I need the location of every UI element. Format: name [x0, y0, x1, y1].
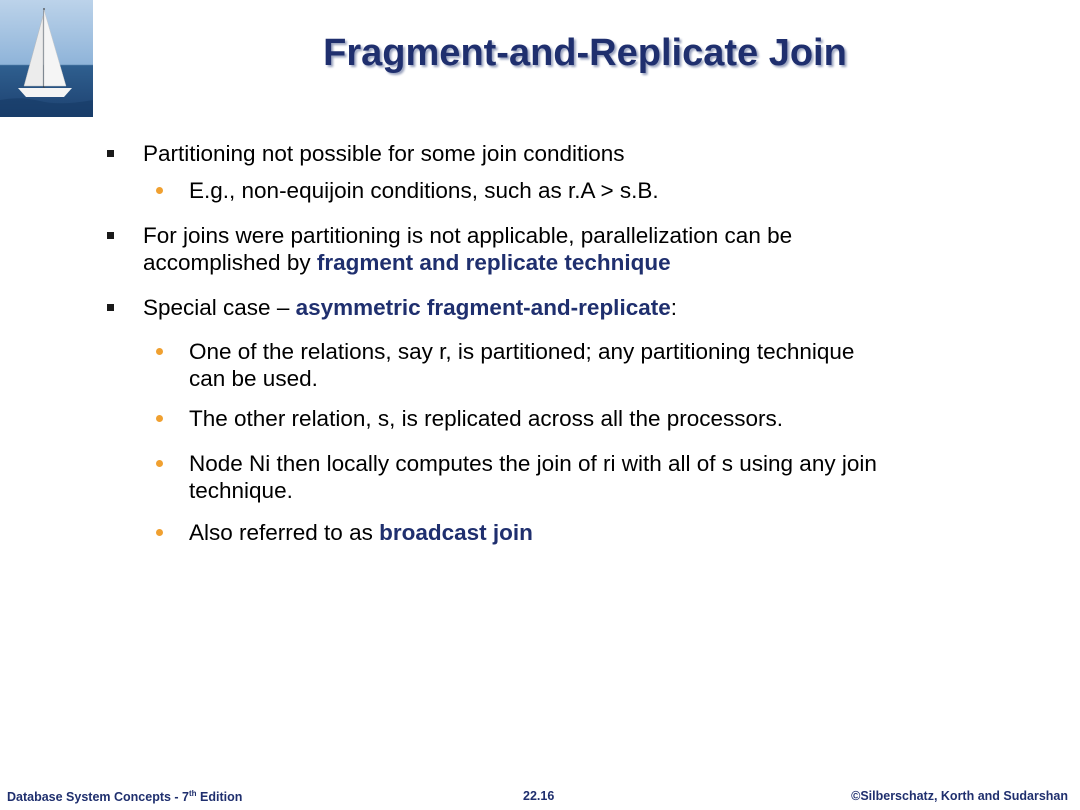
- bullet-special-case: Special case – asymmetric fragment-and-replicate:: [143, 294, 903, 321]
- square-bullet-icon: [107, 150, 114, 157]
- footer-book-title: Database System Concepts - 7th Edition: [7, 789, 243, 805]
- round-bullet-icon: [156, 348, 163, 355]
- square-bullet-icon: [107, 232, 114, 239]
- sub-bullet-replicated: The other relation, s, is replicated across all the processors.: [189, 405, 889, 432]
- sailboat-logo-icon: [0, 0, 93, 117]
- bullet-fragment-replicate: For joins were partitioning is not applicable, parallelization can be accomplished by fragment and replicate technique: [143, 222, 903, 276]
- bullet-partitioning: Partitioning not possible for some join conditions: [143, 140, 903, 167]
- round-bullet-icon: [156, 187, 163, 194]
- square-bullet-icon: [107, 304, 114, 311]
- round-bullet-icon: [156, 460, 163, 467]
- slide-title: Fragment-and-Replicate Join: [323, 32, 847, 74]
- round-bullet-icon: [156, 529, 163, 536]
- footer-page-number: 22.16: [523, 789, 555, 803]
- sub-bullet-broadcast: Also referred to as broadcast join: [189, 519, 889, 546]
- slide-footer: [0, 786, 1080, 810]
- sub-bullet-node-computes: Node Ni then locally computes the join of ri with all of s using any join technique.: [189, 450, 889, 504]
- sub-bullet-non-equijoin: E.g., non-equijoin conditions, such as r.A > s.B.: [189, 177, 889, 204]
- footer-copyright: ©Silberschatz, Korth and Sudarshan: [851, 789, 1068, 803]
- sub-bullet-partitioned: One of the relations, say r, is partitioned; any partitioning technique can be used.: [189, 338, 889, 392]
- round-bullet-icon: [156, 415, 163, 422]
